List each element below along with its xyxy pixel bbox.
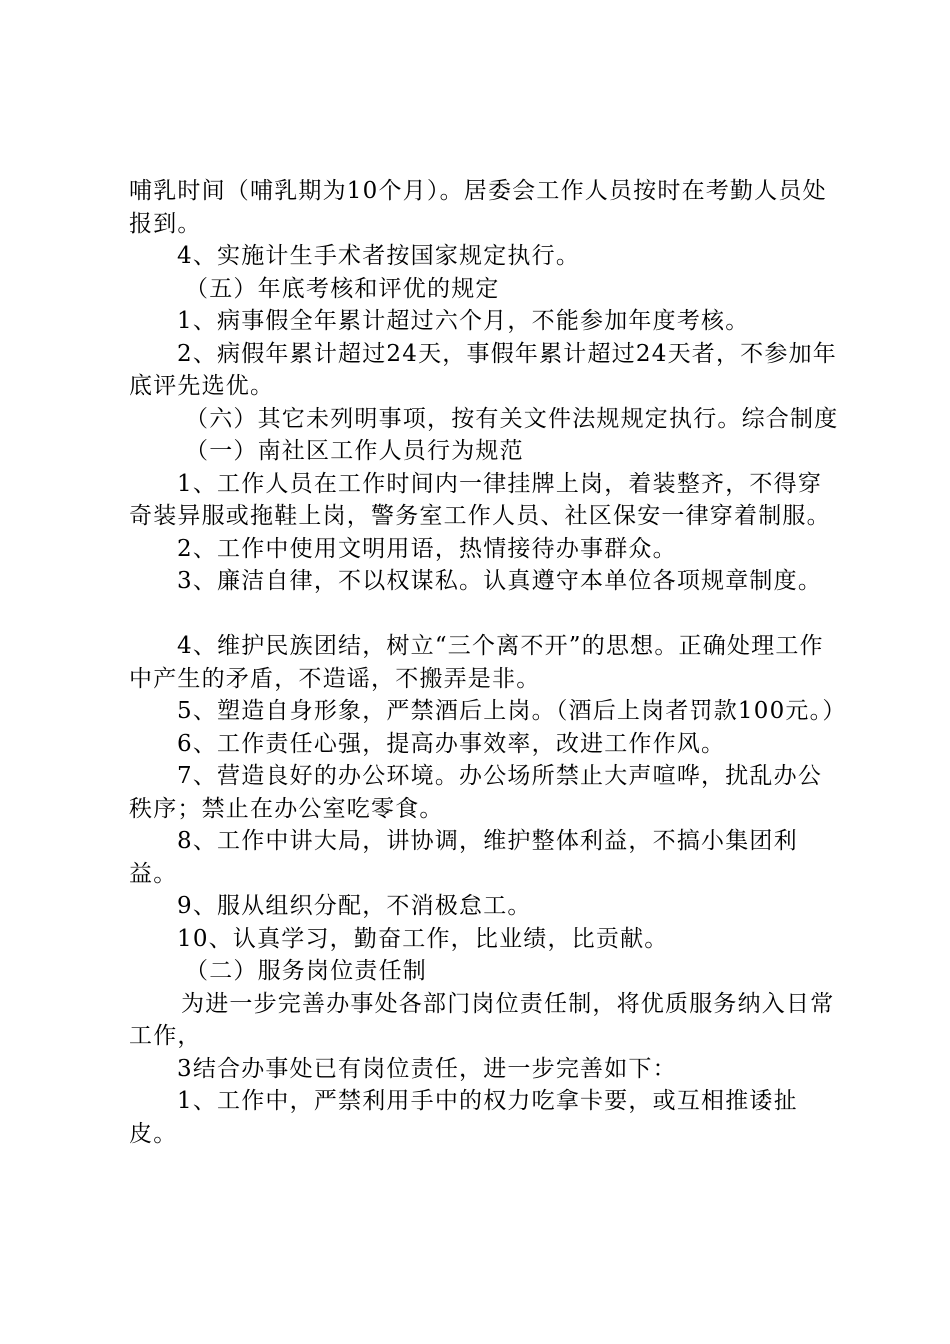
paragraph: 9、服从组织分配，不消极怠工。 (177, 893, 532, 919)
paragraph: 为进一步完善办事处各部门岗位责任制，将优质服务纳入日常工作， (129, 990, 835, 1049)
paragraph: 10、认真学习，勤奋工作，比业绩，比贡献。 (177, 925, 669, 952)
paragraph: 4、维护民族团结，树立“三个离不开”的思想。正确处理工作中产生的矛盾，不造谣，不搬弄是非。 (129, 633, 824, 692)
section-heading: （一）南社区工作人员行为规范 (185, 438, 524, 464)
paragraph: 3结合办事处已有岗位责任，进一步完善如下： (177, 1055, 677, 1082)
paragraph: 6、工作责任心强，提高办事效率，改进工作作风。 (177, 730, 726, 757)
paragraph: 5、塑造自身形象，严禁酒后上岗。（酒后上岗者罚款100元。） (177, 698, 847, 724)
section-heading: （五）年底考核和评优的规定 (185, 275, 500, 302)
document-body (129, 175, 847, 1150)
section-heading: （二）服务岗位责任制 (185, 958, 427, 984)
paragraph: 8、工作中讲大局，讲协调，维护整体利益，不搞小集团利益。 (129, 828, 798, 887)
paragraph: 2、工作中使用文明用语，热情接待办事群众。 (177, 535, 677, 562)
paragraph: 7、营造良好的办公环境。办公场所禁止大声喧哗，扰乱办公秩序；禁止在办公室吃零食。 (129, 763, 823, 822)
paragraph: 4、实施计生手术者按国家规定执行。 (177, 243, 581, 269)
paragraph: 1、工作中，严禁利用手中的权力吃拿卡要，或互相推诿扯皮。 (129, 1088, 798, 1147)
section-heading: （六）其它未列明事项，按有关文件法规规定执行。综合制度 (185, 405, 839, 432)
paragraph: 1、病事假全年累计超过六个月，不能参加年度考核。 (177, 308, 750, 334)
paragraph: 3、廉洁自律，不以权谋私。认真遵守本单位各项规章制度。 (177, 568, 823, 594)
paragraph: 2、病假年累计超过24天，事假年累计超过24天者，不参加年底评先选优。 (129, 340, 837, 399)
paragraph: 哺乳时间（哺乳期为10个月）。居委会工作人员按时在考勤人员处报到。 (129, 178, 827, 237)
paragraph: 1、工作人员在工作时间内一律挂牌上岗，着装整齐，不得穿奇装异服或拖鞋上岗，警务室工作人员、社区保安一律穿着制服。 (129, 470, 831, 529)
